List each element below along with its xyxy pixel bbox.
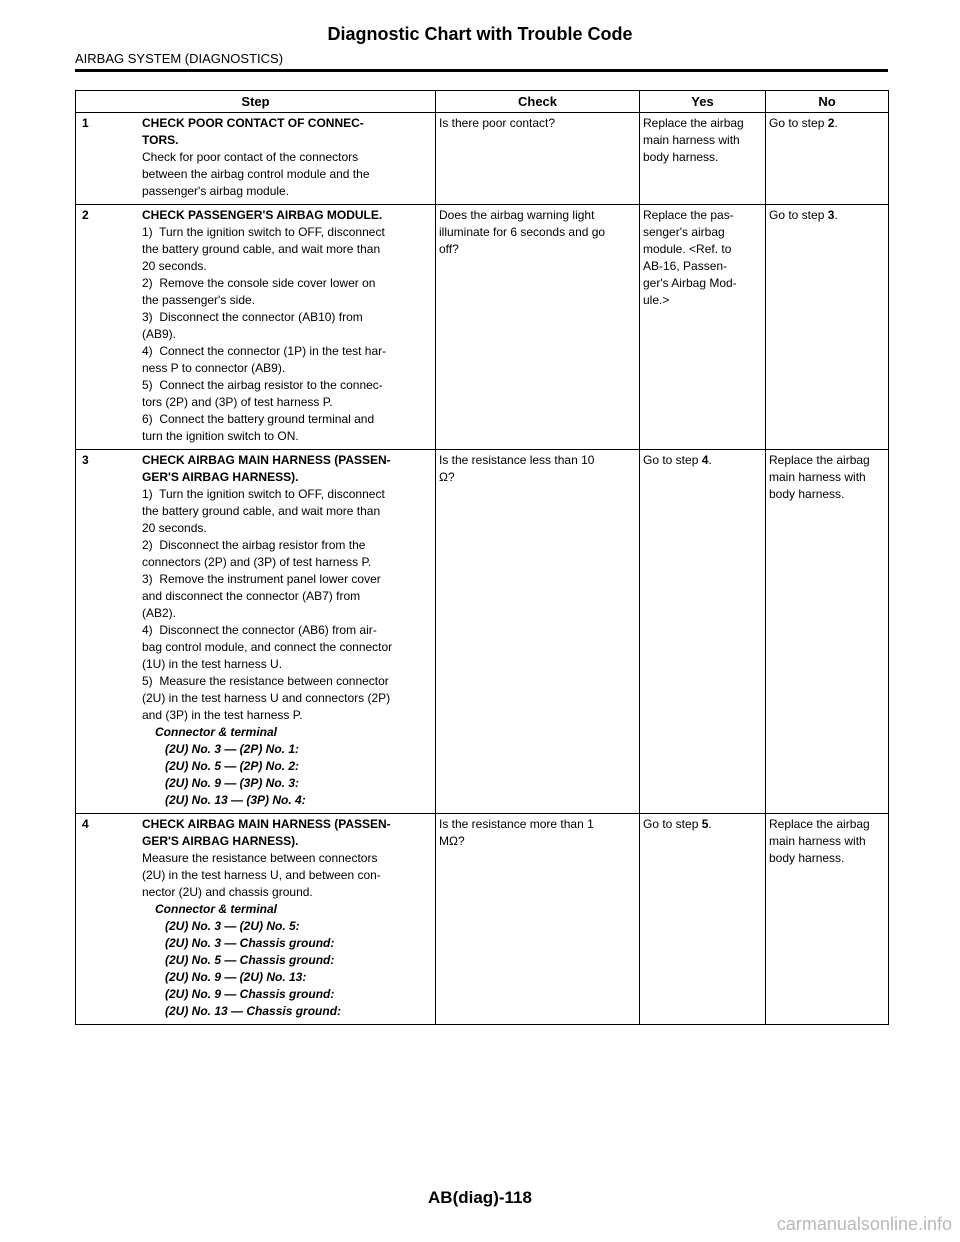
page-title: Diagnostic Chart with Trouble Code: [327, 24, 633, 44]
diagnostic-table: [75, 90, 889, 1025]
step-body-line: 20 seconds.: [142, 259, 207, 273]
connector-terminal-line: (2U) No. 9 — (2U) No. 13:: [165, 970, 307, 984]
step-body-line: 20 seconds.: [142, 521, 207, 535]
step-cell: [76, 450, 436, 814]
step-body-line: passenger's airbag module.: [142, 184, 290, 198]
column-header-check: Check: [436, 91, 640, 113]
yes-text-line: senger's airbag: [643, 225, 725, 239]
goto-step-text: Go to step 2.: [769, 116, 838, 130]
step-body-line: 3) Disconnect the connector (AB10) from: [142, 310, 363, 324]
connector-heading: Connector & terminal: [155, 902, 278, 916]
step-title-line: CHECK POOR CONTACT OF CONNEC-: [142, 116, 364, 130]
no-text-line: Replace the airbag: [769, 453, 870, 467]
step-body-line: the passenger's side.: [142, 293, 256, 307]
step-body-line: and (3P) in the test harness P.: [142, 708, 303, 722]
step-body-line: 4) Disconnect the connector (AB6) from air-: [142, 623, 377, 637]
table-row: [76, 450, 889, 814]
step-body-line: Measure the resistance between connectors: [142, 851, 378, 865]
table-header-row: [76, 91, 889, 113]
yes-text-line: body harness.: [643, 150, 719, 164]
step-body-line: 4) Connect the connector (1P) in the test har-: [142, 344, 387, 358]
step-title-line: GER'S AIRBAG HARNESS).: [142, 470, 299, 484]
check-text-line: off?: [439, 242, 459, 256]
step-body-line: 3) Remove the instrument panel lower cover: [142, 572, 381, 586]
goto-step-text: Go to step 5.: [643, 817, 712, 831]
header-divider-rule: [75, 69, 888, 72]
step-body-line: tors (2P) and (3P) of test harness P.: [142, 395, 333, 409]
step-number: 3: [82, 453, 89, 467]
check-cell: [436, 814, 640, 1025]
connector-terminal-line: (2U) No. 9 — Chassis ground:: [165, 987, 335, 1001]
no-cell: [766, 814, 889, 1025]
connector-terminal-line: (2U) No. 5 — Chassis ground:: [165, 953, 335, 967]
step-title-line: CHECK AIRBAG MAIN HARNESS (PASSEN-: [142, 453, 391, 467]
connector-terminal-line: (2U) No. 3 — Chassis ground:: [165, 936, 335, 950]
yes-text-line: module. <Ref. to: [643, 242, 732, 256]
connector-terminal-line: (2U) No. 3 — (2U) No. 5:: [165, 919, 300, 933]
step-number: 2: [82, 208, 89, 222]
step-body-line: connectors (2P) and (3P) of test harness P.: [142, 555, 372, 569]
yes-text-line: main harness with: [643, 133, 740, 147]
step-body-line: (2U) in the test harness U, and between con-: [142, 868, 381, 882]
yes-cell: [640, 205, 766, 450]
step-body-line: (AB2).: [142, 606, 177, 620]
step-body-line: (AB9).: [142, 327, 177, 341]
table-row: [76, 205, 889, 450]
connector-terminal-line: (2U) No. 13 — (3P) No. 4:: [165, 793, 306, 807]
step-body-line: 1) Turn the ignition switch to OFF, disconnect: [142, 487, 385, 501]
yes-text-line: AB-16, Passen-: [643, 259, 728, 273]
step-body-line: (1U) in the test harness U.: [142, 657, 283, 671]
no-text-line: body harness.: [769, 487, 845, 501]
no-text-line: Replace the airbag: [769, 817, 870, 831]
column-header-step: Step: [76, 91, 436, 113]
no-text-line: main harness with: [769, 834, 866, 848]
step-body-line: and disconnect the connector (AB7) from: [142, 589, 361, 603]
step-body-line: nector (2U) and chassis ground.: [142, 885, 313, 899]
step-body-line: turn the ignition switch to ON.: [142, 429, 299, 443]
goto-step-text: Go to step 3.: [769, 208, 838, 222]
yes-cell: [640, 113, 766, 205]
no-text-line: body harness.: [769, 851, 845, 865]
step-body-line: Check for poor contact of the connectors: [142, 150, 359, 164]
no-cell: [766, 205, 889, 450]
step-body-line: 2) Remove the console side cover lower on: [142, 276, 376, 290]
connector-terminal-line: (2U) No. 13 — Chassis ground:: [165, 1004, 342, 1018]
yes-text-line: Replace the airbag: [643, 116, 744, 130]
check-text-line: Is the resistance more than 1: [439, 817, 594, 831]
diagnostic-table-body: [76, 113, 889, 1025]
goto-step-number: 5: [701, 817, 709, 831]
step-body-line: 6) Connect the battery ground terminal and: [142, 412, 375, 426]
yes-text-line: ule.>: [643, 293, 670, 307]
connector-terminal-line: (2U) No. 3 — (2P) No. 1:: [165, 742, 300, 756]
step-body-line: 5) Connect the airbag resistor to the connec-: [142, 378, 383, 392]
step-number: 4: [82, 817, 89, 831]
page-subtitle: AIRBAG SYSTEM (DIAGNOSTICS): [75, 51, 284, 66]
step-body-line: 2) Disconnect the airbag resistor from the: [142, 538, 366, 552]
connector-heading: Connector & terminal: [155, 725, 278, 739]
goto-step-number: 3: [827, 208, 835, 222]
step-body-line: (2U) in the test harness U and connectors (2P): [142, 691, 391, 705]
connector-terminal-line: (2U) No. 9 — (3P) No. 3:: [165, 776, 300, 790]
check-text-line: Is the resistance less than 10: [439, 453, 595, 467]
watermark: carmanualsonline.info: [776, 1214, 952, 1234]
check-cell: [436, 205, 640, 450]
check-text-line: illuminate for 6 seconds and go: [439, 225, 606, 239]
step-title-line: CHECK PASSENGER'S AIRBAG MODULE.: [142, 208, 383, 222]
goto-step-text: Go to step 4.: [643, 453, 712, 467]
goto-step-number: 4: [701, 453, 709, 467]
yes-cell: [640, 450, 766, 814]
check-text-line: Is there poor contact?: [439, 116, 556, 130]
check-cell: [436, 450, 640, 814]
step-body-line: the battery ground cable, and wait more than: [142, 504, 381, 518]
step-body-line: between the airbag control module and the: [142, 167, 370, 181]
check-text-line: Ω?: [439, 470, 455, 484]
yes-cell: [640, 814, 766, 1025]
goto-step-number: 2: [827, 116, 835, 130]
check-text-line: Does the airbag warning light: [439, 208, 595, 222]
step-body-line: ness P to connector (AB9).: [142, 361, 286, 375]
step-cell: [76, 113, 436, 205]
footer-page-number: AB(diag)-118: [428, 1188, 532, 1207]
step-body-line: the battery ground cable, and wait more than: [142, 242, 381, 256]
no-text-line: main harness with: [769, 470, 866, 484]
step-body-line: 1) Turn the ignition switch to OFF, disconnect: [142, 225, 385, 239]
step-body-line: bag control module, and connect the connector: [142, 640, 393, 654]
step-title-line: TORS.: [142, 133, 179, 147]
step-title-line: CHECK AIRBAG MAIN HARNESS (PASSEN-: [142, 817, 391, 831]
step-number: 1: [82, 116, 89, 130]
yes-text-line: Replace the pas-: [643, 208, 734, 222]
step-body-line: 5) Measure the resistance between connector: [142, 674, 389, 688]
step-cell: [76, 814, 436, 1025]
check-cell: [436, 113, 640, 205]
connector-terminal-line: (2U) No. 5 — (2P) No. 2:: [165, 759, 300, 773]
table-row: [76, 113, 889, 205]
no-cell: [766, 113, 889, 205]
no-cell: [766, 450, 889, 814]
yes-text-line: ger's Airbag Mod-: [643, 276, 737, 290]
step-cell: [76, 205, 436, 450]
table-row: [76, 814, 889, 1025]
check-text-line: MΩ?: [439, 834, 465, 848]
column-header-yes: Yes: [640, 91, 766, 113]
step-title-line: GER'S AIRBAG HARNESS).: [142, 834, 299, 848]
column-header-no: No: [766, 91, 889, 113]
